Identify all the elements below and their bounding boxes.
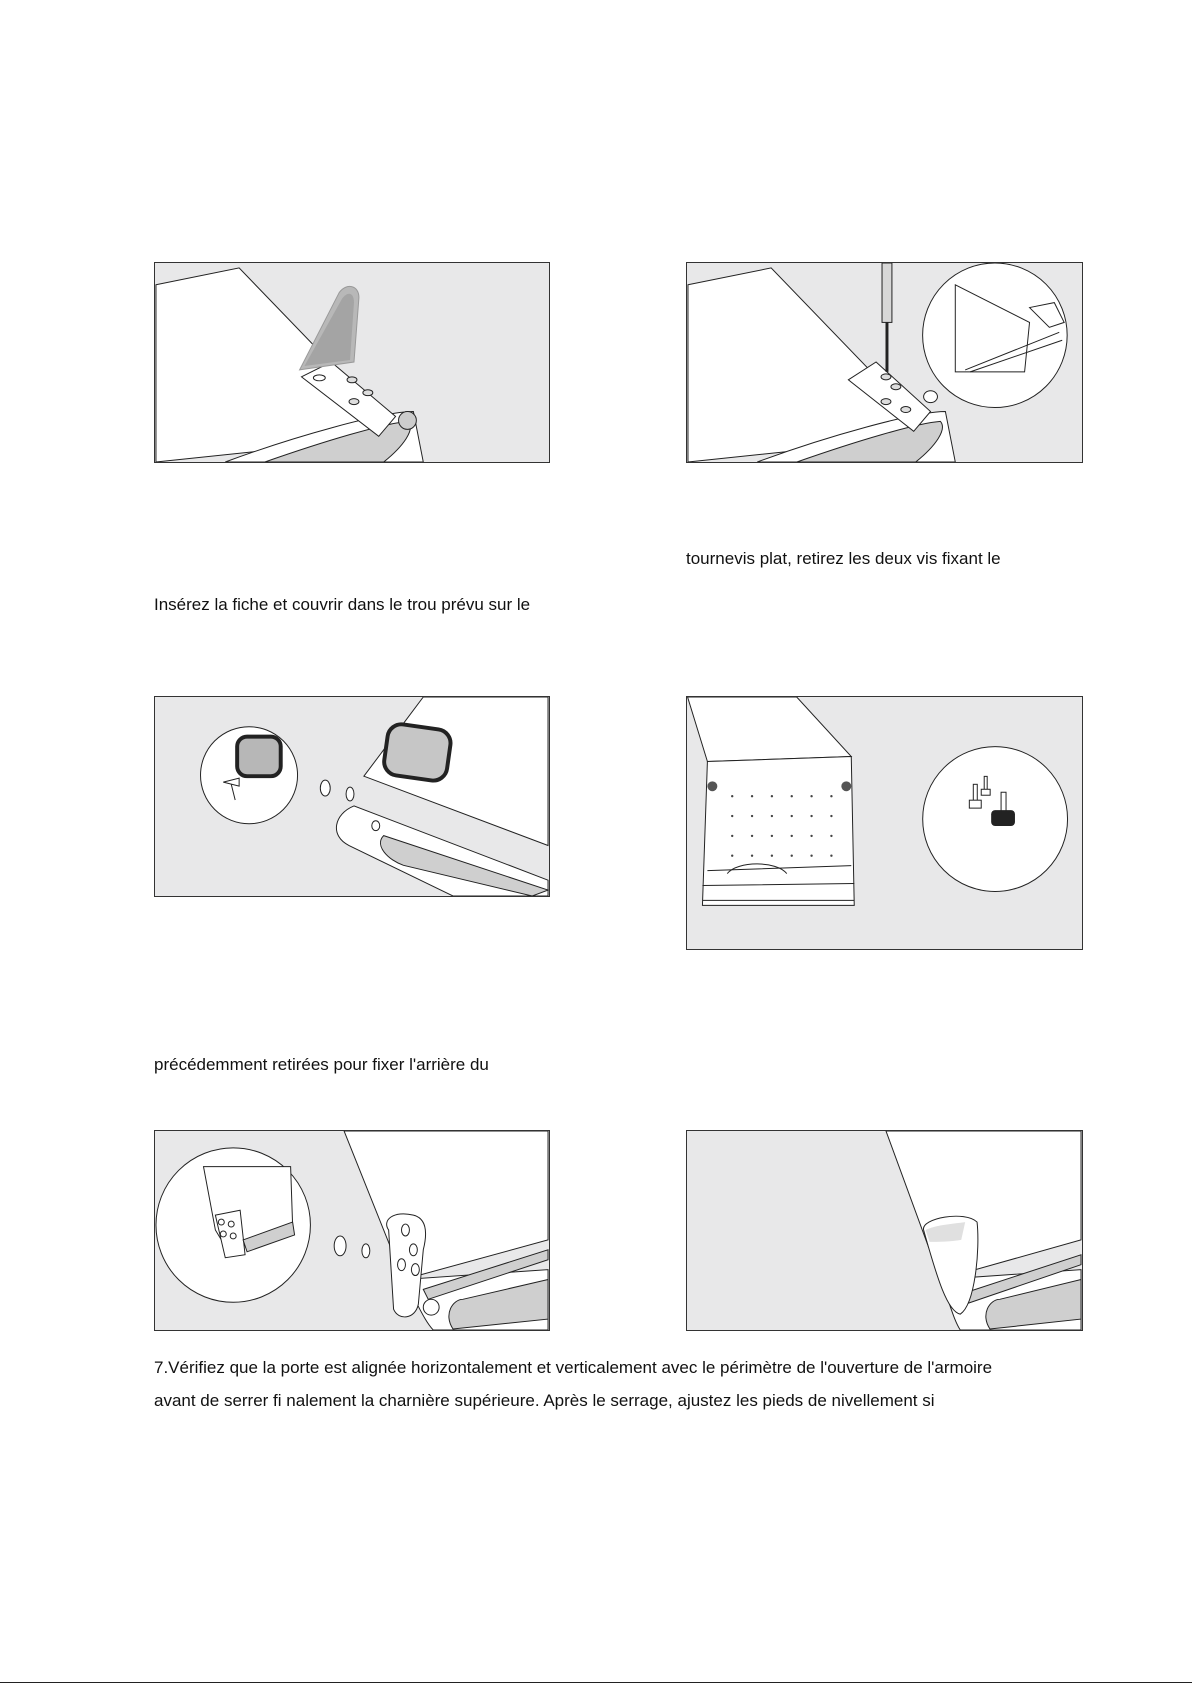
plug-cover-illustration — [155, 697, 549, 896]
caption-step7-line2: avant de serrer fi nalement la charnière supérieure. Après le serrage, ajustez les pieds de nivellement si — [154, 1391, 935, 1410]
final-hinge-cover-illustration — [687, 1131, 1082, 1330]
hinge-reattach-illustration — [155, 1131, 549, 1330]
figure-remove-screws — [686, 262, 1083, 463]
figure-hinge-cover-final — [686, 1130, 1083, 1331]
figure-hinge-cover — [154, 262, 550, 463]
screwdriver-hinge-illustration — [687, 263, 1082, 462]
page-bottom-divider — [0, 1682, 1192, 1683]
hinge-cover-illustration — [155, 263, 549, 462]
figure-reattach-hinge — [154, 1130, 550, 1331]
rear-panel-illustration — [687, 697, 1082, 949]
caption-step1: Insérez la fiche et couvrir dans le trou prévu sur le — [154, 595, 531, 614]
caption-step2: tournevis plat, retirez les deux vis fixant le — [686, 549, 1001, 568]
figure-insert-plug — [154, 696, 550, 897]
caption-step5: précédemment retirées pour fixer l'arrière du — [154, 1055, 489, 1074]
figure-rear-panel — [686, 696, 1083, 950]
caption-step7-line1: 7.Vérifiez que la porte est alignée horizontalement et verticalement avec le périmètre de l'ouverture de l'armoire — [154, 1358, 993, 1377]
